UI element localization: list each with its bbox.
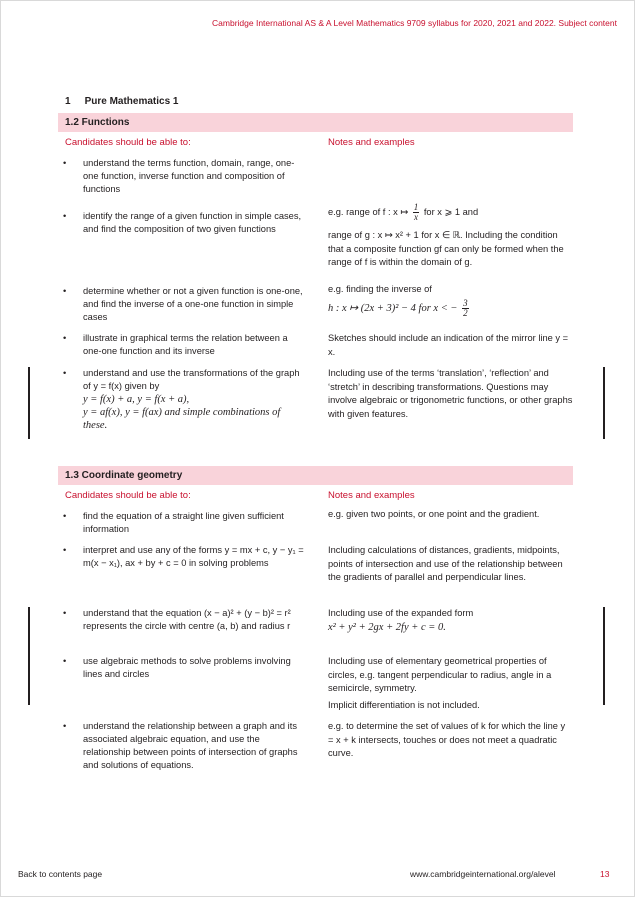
note-expanded-form: Including use of the expanded form <box>328 608 474 618</box>
bullet-icon: • <box>63 333 67 343</box>
note-line-equation: e.g. given two points, or one point and the gradient. <box>328 509 540 519</box>
note-quadratic-curve: e.g. to determine the set of values of k for which the line y = x + k intersects, touches or does not meet a quadratic curve. <box>328 721 566 758</box>
bullet-icon: • <box>63 721 67 731</box>
bullet-icon: • <box>63 368 67 378</box>
bullet-text: illustrate in graphical terms the relation between a one-one function and its inverse <box>83 333 288 356</box>
note-expanded-formula <box>328 621 573 635</box>
fraction <box>413 203 420 222</box>
fraction-numerator: 1 <box>413 202 419 212</box>
bullet-text: understand the terms function, domain, range, one-one function, inverse function and composition of functions <box>83 158 295 194</box>
fraction-denominator: x <box>413 212 418 222</box>
bullet-text: understand that the equation (x − a)² + (y − b)² = r² represents the circle with centre (a, b) and radius r <box>83 608 291 631</box>
note-inverse-formula <box>328 299 573 318</box>
bullet-icon: • <box>63 211 67 221</box>
note-text: e.g. range of f : x ↦ <box>328 206 409 217</box>
page-title <box>65 96 179 107</box>
section-heading-coordinate-geometry: 1.3 Coordinate geometry <box>58 466 573 485</box>
note-math: h : x ↦ (2x + 3)² − 4 for x < − <box>328 302 458 314</box>
bullet-text: use algebraic methods to solve problems involving lines and circles <box>83 656 291 679</box>
bullet-text <box>83 367 305 432</box>
bullet-text: determine whether or not a given function is one-one, and find the inverse of a one-one function in simple cases <box>83 286 303 322</box>
bullet-text: identify the range of a given function in simple cases, and find the composition of two given functions <box>83 211 302 234</box>
page-header: Cambridge International AS & A Level Mathematics 9709 syllabus for 2020, 2021 and 2022. Subject content <box>212 18 617 28</box>
title-label: Pure Mathematics 1 <box>84 96 179 107</box>
fraction-denominator: 2 <box>463 308 468 318</box>
bullet-text: interpret and use any of the forms y = mx + c, y − y₁ = m(x − x₁), ax + by + c = 0 in solving problems <box>83 545 304 568</box>
bullet-text-main: understand and use the transformations of the graph of y = f(x) given by <box>83 368 300 391</box>
fraction <box>462 299 469 318</box>
note-line-forms: Including calculations of distances, gradients, midpoints, points of intersection and use of the relationship between the gradients of parallel and perpendicular lines. <box>328 545 563 582</box>
change-bar-left <box>28 607 30 705</box>
bullet-icon: • <box>63 286 67 296</box>
left-column-heading: Candidates should be able to: <box>65 490 191 501</box>
website-link[interactable]: www.cambridgeinternational.org/alevel <box>410 869 556 879</box>
note-range-f <box>328 203 573 222</box>
change-bar-left <box>28 367 30 439</box>
note-range-g: range of g : x ↦ x² + 1 for x ∈ ℝ. Including the condition that a composite function gf can only be formed when the range of f is within the domain of g. <box>328 230 564 267</box>
bullet-icon: • <box>63 608 67 618</box>
left-column-heading: Candidates should be able to: <box>65 137 191 148</box>
bullet-icon: • <box>63 511 67 521</box>
right-column-heading: Notes and examples <box>328 490 415 501</box>
note-inverse: e.g. finding the inverse of <box>328 284 432 294</box>
bullet-icon: • <box>63 158 67 168</box>
change-bar-right <box>603 367 605 439</box>
back-to-contents-link[interactable]: Back to contents page <box>18 869 103 879</box>
note-implicit: Implicit differentiation is not included. <box>328 700 480 710</box>
note-circle-properties: Including use of elementary geometrical properties of circles, e.g. tangent perpendicular to radius, angle in a semicircle, symmetry. <box>328 656 552 693</box>
note-mirror-line: Sketches should include an indication of the mirror line y = x. <box>328 333 569 357</box>
fraction-numerator: 3 <box>463 298 468 308</box>
title-number: 1 <box>65 96 71 107</box>
bullet-text: find the equation of a straight line given sufficient information <box>83 511 284 534</box>
section-heading-functions: 1.2 Functions <box>58 113 573 132</box>
bullet-math: y = f(x) + a, y = f(x + a), <box>83 394 190 405</box>
page-number: 13 <box>600 869 610 879</box>
note-text: for x ⩾ 1 and <box>423 206 479 217</box>
bullet-icon: • <box>63 545 67 555</box>
bullet-math: y = af(x), y = f(ax) and simple combinations of these. <box>83 407 281 431</box>
bullet-icon: • <box>63 656 67 666</box>
bullet-text: understand the relationship between a graph and its associated algebraic equation, and use the relationship between points of intersection of graphs and solutions of equations. <box>83 721 298 770</box>
note-transformations: Including use of the terms ‘translation’, ‘reflection’ and ‘stretch’ in describing transformations. Questions may involve algebraic or trigonometric functions, or other graphs with given features. <box>328 368 573 419</box>
right-column-heading: Notes and examples <box>328 137 415 148</box>
note-math: x² + y² + 2gx + 2fy + c = 0. <box>328 622 446 633</box>
change-bar-right <box>603 607 605 705</box>
